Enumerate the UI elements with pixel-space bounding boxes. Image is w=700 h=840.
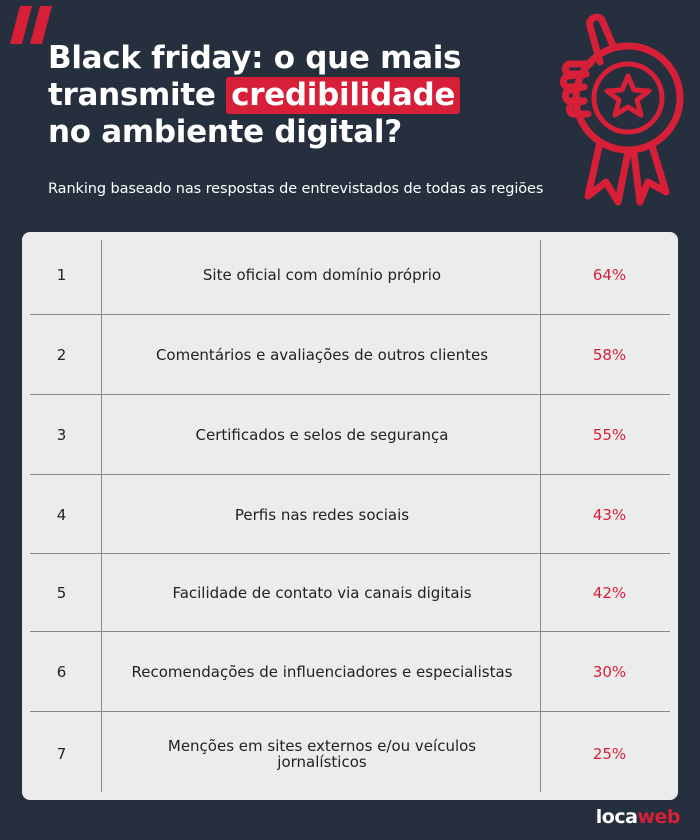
ranking-percent: 30% xyxy=(592,663,627,681)
table-row xyxy=(22,315,678,395)
ranking-table xyxy=(22,232,678,800)
locaweb-logo xyxy=(596,806,680,828)
ranking-item-label: Comentários e avaliações de outros clientes xyxy=(155,346,489,364)
page-title xyxy=(48,40,468,151)
ranking-item-label: Menções em sites externos e/ou veículos jornalísticos xyxy=(167,737,477,771)
thumbs-up-star-badge-icon xyxy=(556,6,692,210)
table-row xyxy=(22,475,678,554)
rank-number: 3 xyxy=(56,426,67,444)
ranking-item-label: Facilidade de contato via canais digitais xyxy=(172,584,472,602)
rank-number: 4 xyxy=(56,505,67,524)
ranking-percent: 55% xyxy=(592,426,627,444)
ranking-percent: 42% xyxy=(592,584,627,602)
table-row xyxy=(22,395,678,475)
subtitle: Ranking baseado nas respostas de entrevistados de todas as regiões xyxy=(48,181,544,197)
title-text-start: Black friday: o que mais transmite xyxy=(48,40,462,113)
table-row xyxy=(22,554,678,632)
logo-text-part2: web xyxy=(637,806,680,828)
rank-number: 7 xyxy=(56,745,67,763)
ranking-item-label: Perfis nas redes sociais xyxy=(234,505,410,524)
ranking-item-label: Recomendações de influenciadores e especialistas xyxy=(131,663,513,681)
rank-number: 1 xyxy=(56,266,67,284)
ranking-percent: 64% xyxy=(592,266,627,284)
title-highlight: credibilidade xyxy=(226,77,460,114)
table-row xyxy=(22,712,678,796)
title-text-end: no ambiente digital? xyxy=(48,114,402,150)
rank-number: 5 xyxy=(56,584,67,602)
rank-number: 2 xyxy=(56,346,67,364)
ranking-percent: 25% xyxy=(592,745,627,763)
rank-number: 6 xyxy=(56,663,67,681)
ranking-percent: 43% xyxy=(592,505,627,524)
logo-text-part1: loca xyxy=(595,806,638,828)
ranking-item-label: Site oficial com domínio próprio xyxy=(202,266,442,284)
ranking-item-label: Certificados e selos de segurança xyxy=(195,426,449,444)
table-row xyxy=(22,632,678,712)
table-row xyxy=(22,235,678,315)
ranking-percent: 58% xyxy=(592,346,627,364)
